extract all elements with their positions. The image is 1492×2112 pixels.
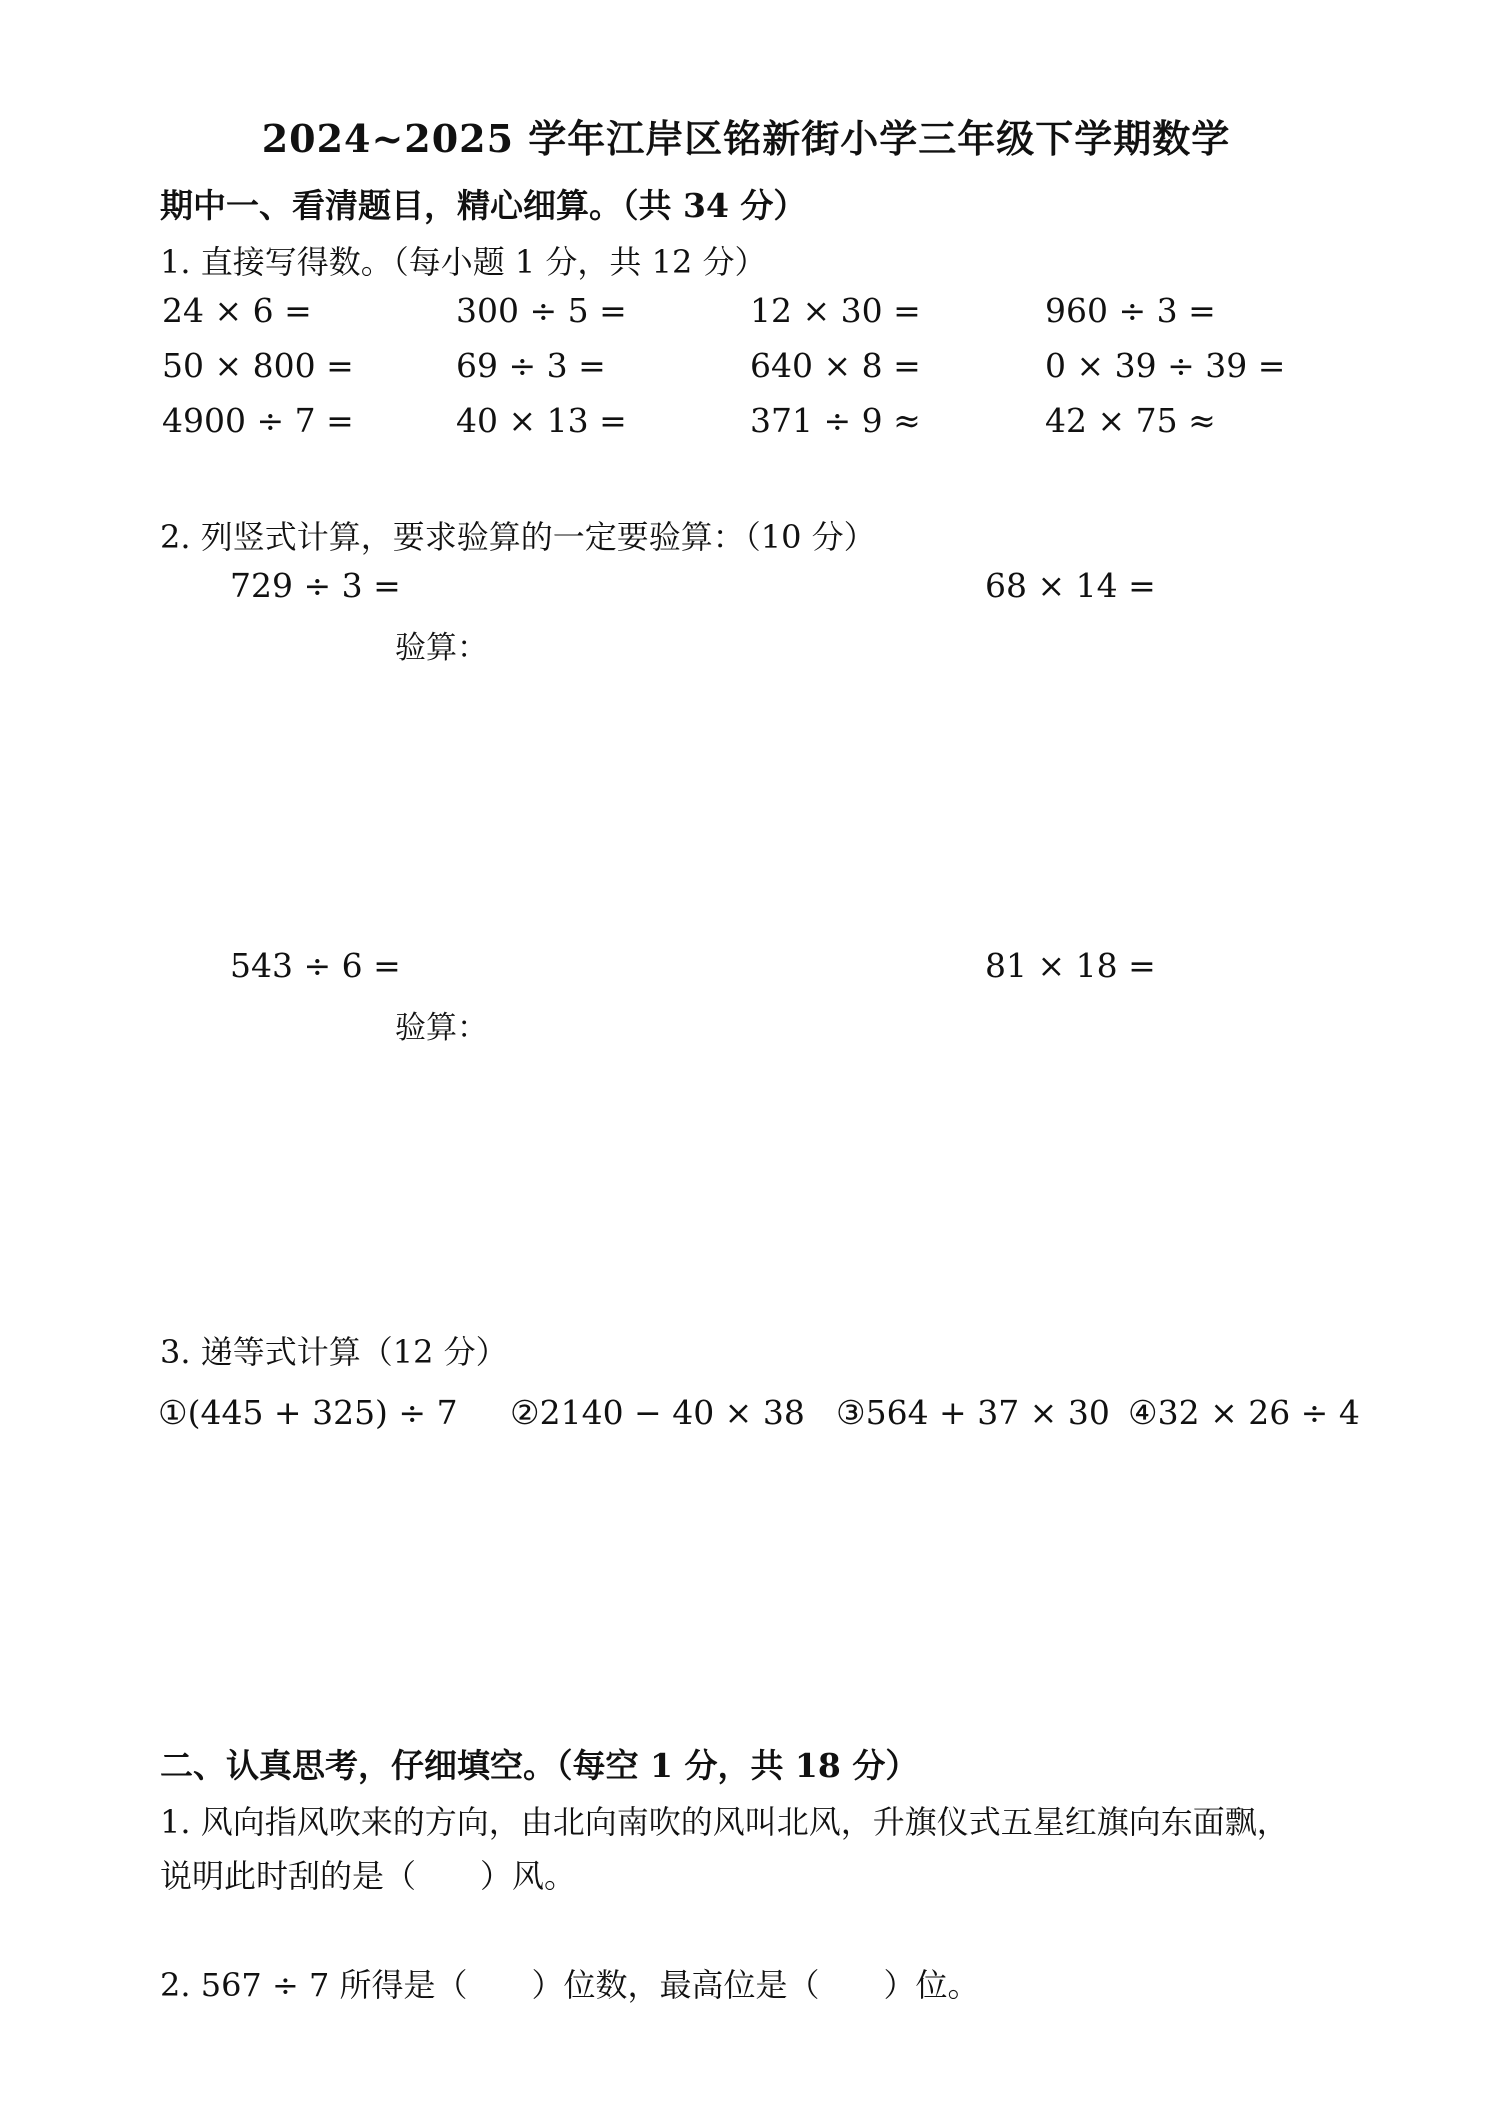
page-title: 2024~2025 学年江岸区铭新街小学三年级下学期数学 (261, 116, 1231, 161)
fill-question-line: 1. 风向指风吹来的方向，由北向南吹的风叫北风，升旗仪式五星红旗向东面飘， (160, 1803, 1289, 1841)
oral-calc-item: 12 × 30 = (750, 291, 921, 330)
vertical-calc-problem: 543 ÷ 6 = (230, 946, 401, 985)
section1-heading: 期中一、看清题目，精心细算。（共 34 分） (160, 186, 807, 225)
oral-calc-item: 371 ÷ 9 ≈ (750, 401, 921, 440)
check-label: 验算： (395, 630, 488, 666)
oral-calc-item: 4900 ÷ 7 = (162, 401, 354, 440)
fill-question-line: 2. 567 ÷ 7 所得是（ ）位数，最高位是（ ）位。 (160, 1966, 980, 2004)
oral-calc-item: 300 ÷ 5 = (456, 291, 627, 330)
vertical-calc-problem: 81 × 18 = (985, 946, 1156, 985)
oral-calc-item: 69 ÷ 3 = (456, 346, 606, 385)
oral-calc-item: 960 ÷ 3 = (1045, 291, 1216, 330)
step-calc-item: ④32 × 26 ÷ 4 (1128, 1393, 1360, 1432)
q3-label: 3. 递等式计算（12 分） (160, 1333, 508, 1371)
q1-label: 1. 直接写得数。（每小题 1 分，共 12 分） (160, 243, 767, 281)
oral-calc-item: 640 × 8 = (750, 346, 921, 385)
step-calc-item: ③564 + 37 × 30 (836, 1393, 1110, 1432)
oral-calc-item: 24 × 6 = (162, 291, 312, 330)
oral-calc-item: 50 × 800 = (162, 346, 354, 385)
oral-calc-item: 42 × 75 ≈ (1045, 401, 1216, 440)
q2-label: 2. 列竖式计算，要求验算的一定要验算：（10 分） (160, 518, 876, 556)
oral-calc-item: 0 × 39 ÷ 39 = (1045, 346, 1286, 385)
step-calc-item: ①(445 + 325) ÷ 7 (158, 1393, 458, 1432)
fill-question-line: 说明此时刮的是（ ）风。 (160, 1857, 577, 1895)
check-label: 验算： (395, 1010, 488, 1046)
step-calc-item: ②2140 − 40 × 38 (510, 1393, 805, 1432)
vertical-calc-problem: 68 × 14 = (985, 566, 1156, 605)
vertical-calc-problem: 729 ÷ 3 = (230, 566, 401, 605)
oral-calc-item: 40 × 13 = (456, 401, 627, 440)
section2-heading: 二、认真思考，仔细填空。（每空 1 分，共 18 分） (160, 1746, 919, 1785)
